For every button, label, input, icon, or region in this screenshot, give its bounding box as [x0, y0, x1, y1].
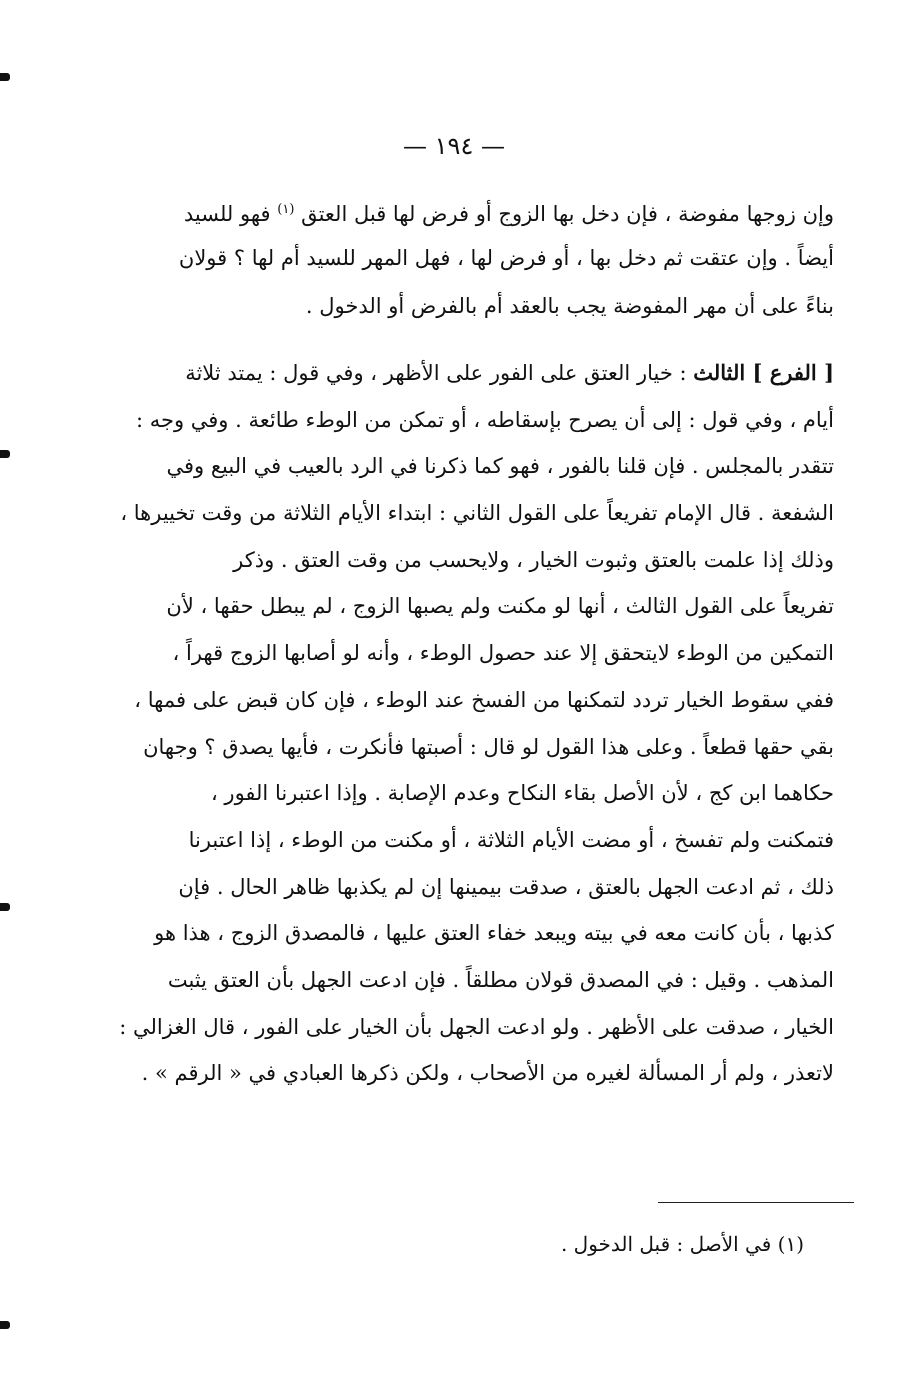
text-line: ففي سقوط الخيار تردد لتمكنها من الفسخ عند الوطء ، فإن كان قبض على فمها ، — [134, 687, 834, 712]
text-line — [104, 186, 834, 234]
text-line: تتقدر بالمجلس . فإن قلنا بالفور ، فهو كما ذكرنا في الرد بالعيب في البيع وفي — [166, 454, 834, 479]
text-line: وذلك إذا علمت بالعتق وثبوت الخيار ، ولايحسب من وقت العتق . وذكر — [233, 547, 834, 572]
scan-edge-mark — [0, 1321, 10, 1329]
text-fragment: فهو للسيد — [183, 202, 278, 226]
text-line: بناءً على أن مهر المفوضة يجب بالعقد أم بالفرض أو الدخول . — [305, 294, 834, 318]
footnote-marker: (١) — [277, 202, 295, 217]
text-fragment: : خيار العتق على الفور على الأظهر ، وفي قول : يمتد ثلاثة — [185, 361, 694, 385]
text-line: الشفعة . قال الإمام تفريعاً على القول الثاني : ابتداء الأيام الثلاثة من وقت تخييرها ، — [120, 501, 834, 526]
paragraph-dowry — [104, 186, 834, 330]
paragraph-third-branch — [104, 350, 834, 1097]
text-line: كذبها ، بأن كانت معه في بيته ويبعد خفاء العتق عليها ، فالمصدق الزوج ، هذا هو — [154, 921, 834, 946]
text-line: أيضاً . وإن عتقت ثم دخل بها ، أو فرض لها ، فهل المهر للسيد أم لها ؟ قولان — [178, 246, 834, 270]
text-line: حكاهما ابن كج ، لأن الأصل بقاء النكاح وعدم الإصابة . وإذا اعتبرنا الفور ، — [210, 781, 834, 806]
text-line: بقي حقها قطعاً . وعلى هذا القول لو قال : أصبتها فأنكرت ، فأيها يصدق ؟ وجهان — [143, 734, 834, 759]
footnote: (١) في الأصل : قبل الدخول . — [560, 1232, 804, 1256]
text-fragment: وإن زوجها مفوضة ، فإن دخل بها الزوج أو فرض لها قبل العتق — [294, 202, 834, 226]
text-line: أيام ، وفي قول : إلى أن يصرح بإسقاطه ، أو تمكن من الوطء طائعة . وفي وجه : — [135, 407, 834, 432]
text-line: الخيار ، صدقت على الأظهر . ولو ادعت الجهل بأن الخيار على الفور ، قال الغزالي : — [119, 1014, 834, 1039]
text-line: المذهب . وقيل : في المصدق قولان مطلقاً . فإن ادعت الجهل بأن العتق يثبت — [167, 967, 834, 992]
scan-edge-mark — [0, 903, 10, 911]
text-line: تفريعاً على القول الثالث ، أنها لو مكنت ولم يصبها الزوج ، لم يبطل حقها ، لأن — [166, 594, 834, 619]
text-line: لاتعذر ، ولم أر المسألة لغيره من الأصحاب ، ولكن ذكرها العبادي في « الرقم » . — [141, 1061, 834, 1086]
section-heading: [ الفرع ] الثالث — [693, 360, 834, 385]
footnote-separator — [658, 1202, 854, 1203]
text-line: ذلك ، ثم ادعت الجهل بالعتق ، صدقت بيمينها إن لم يكذبها ظاهر الحال . فإن — [178, 874, 834, 899]
scan-edge-mark — [0, 73, 10, 81]
text-line: التمكين من الوطء لايتحقق إلا عند حصول الوطء ، وأنه لو أصابها الزوج قهراً ، — [172, 641, 834, 666]
page-number: — ١٩٤ — — [403, 132, 505, 160]
text-line: فتمكنت ولم تفسخ ، أو مضت الأيام الثلاثة ، أو مكنت من الوطء ، إذا اعتبرنا — [188, 827, 834, 852]
text-line-with-heading — [104, 350, 834, 397]
scan-edge-mark — [0, 450, 10, 458]
